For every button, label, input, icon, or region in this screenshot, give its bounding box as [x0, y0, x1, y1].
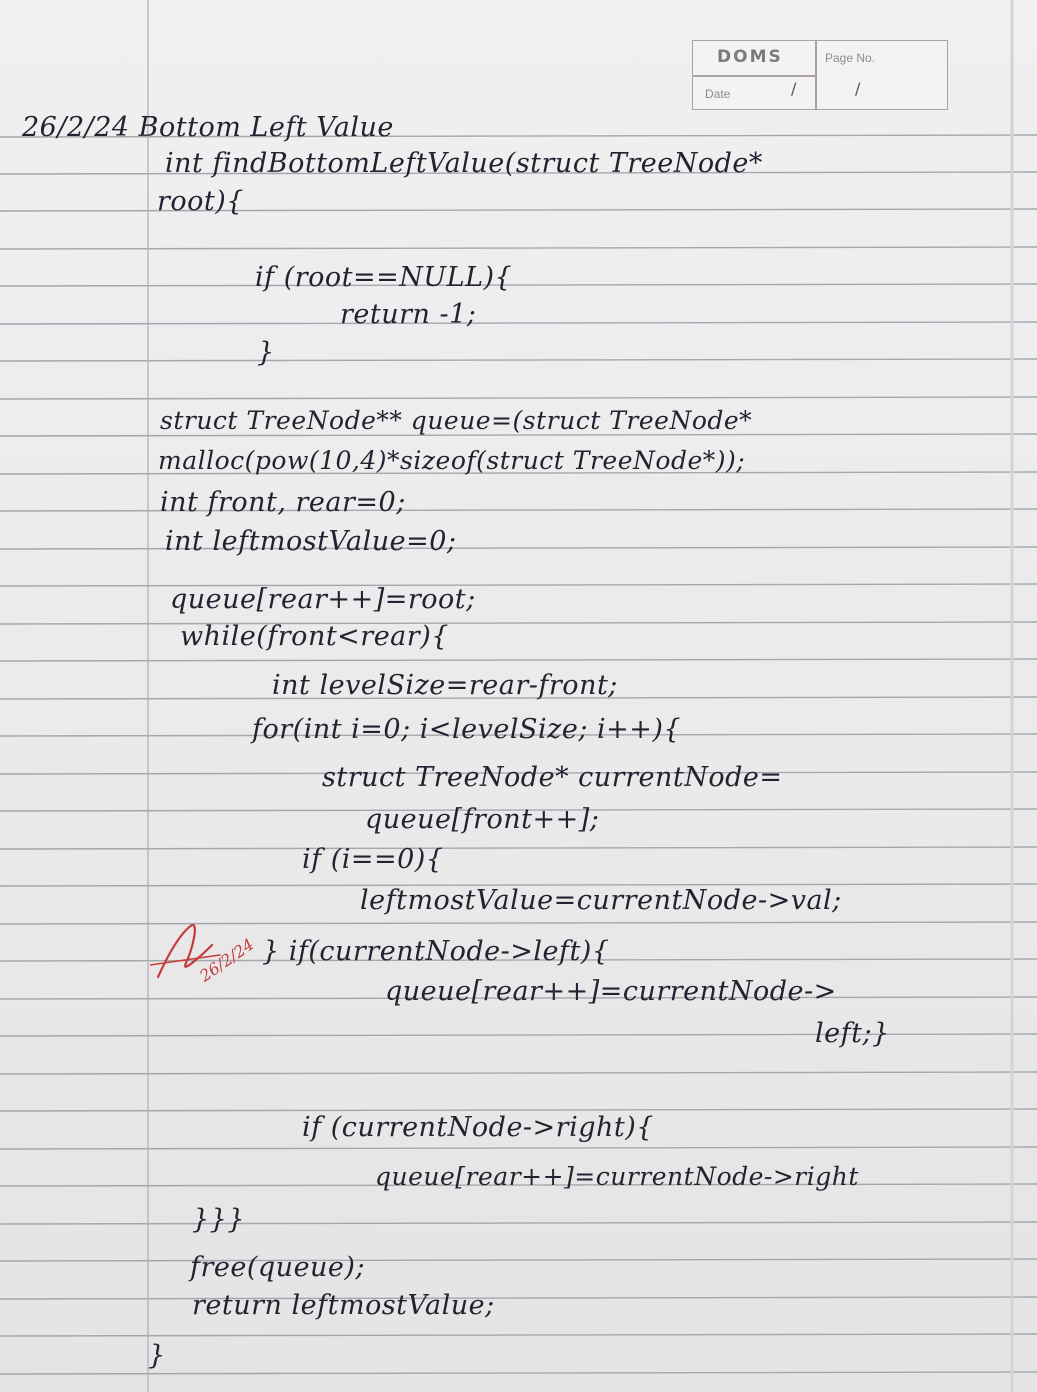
code-line: int findBottomLeftValue(struct TreeNode*	[165, 148, 763, 179]
code-line: malloc(pow(10,4)*sizeof(struct TreeNode*));	[158, 446, 746, 475]
signature-date: 26/2/24	[196, 934, 258, 986]
code-line: } if(currentNode->left){	[262, 936, 610, 967]
code-line: int leftmostValue=0;	[165, 526, 457, 557]
code-line: if (root==NULL){	[255, 262, 513, 293]
code-line: while(front<rear){	[180, 621, 449, 652]
page-header-box	[692, 40, 948, 110]
date-separator: /	[791, 79, 797, 98]
code-line: root){	[157, 186, 244, 217]
code-line: }	[257, 337, 275, 368]
code-line: queue[rear++]=currentNode->right	[375, 1162, 859, 1191]
page-number-label: Page No.	[825, 51, 876, 65]
code-line: if (i==0){	[302, 844, 444, 875]
code-line: left;}	[815, 1018, 890, 1049]
code-line: }}}	[192, 1204, 246, 1235]
code-line: queue[rear++]=root;	[170, 584, 476, 615]
code-line: if (currentNode->right){	[302, 1112, 654, 1143]
code-line: queue[front++];	[365, 804, 600, 835]
code-line: for(int i=0; i<levelSize; i++){	[252, 714, 682, 745]
code-line: struct TreeNode* currentNode=	[322, 762, 783, 793]
code-line: int front, rear=0;	[160, 487, 406, 518]
date-label: Date	[705, 87, 731, 101]
header-divider	[693, 75, 815, 77]
code-line: }	[148, 1340, 166, 1371]
code-line: struct TreeNode** queue=(struct TreeNode*	[160, 406, 753, 435]
code-line: free(queue);	[190, 1252, 366, 1283]
brand-logo: DOMS	[717, 47, 783, 67]
code-line: int levelSize=rear-front;	[272, 670, 618, 701]
code-line: return -1;	[340, 299, 477, 330]
date-separator: /	[855, 79, 861, 98]
code-line: queue[rear++]=currentNode->	[385, 976, 837, 1007]
title-line: 26/2/24 Bottom Left Value	[22, 112, 394, 143]
code-line: leftmostValue=currentNode->val;	[360, 885, 842, 916]
code-line: return leftmostValue;	[192, 1290, 495, 1321]
header-divider	[815, 41, 817, 109]
